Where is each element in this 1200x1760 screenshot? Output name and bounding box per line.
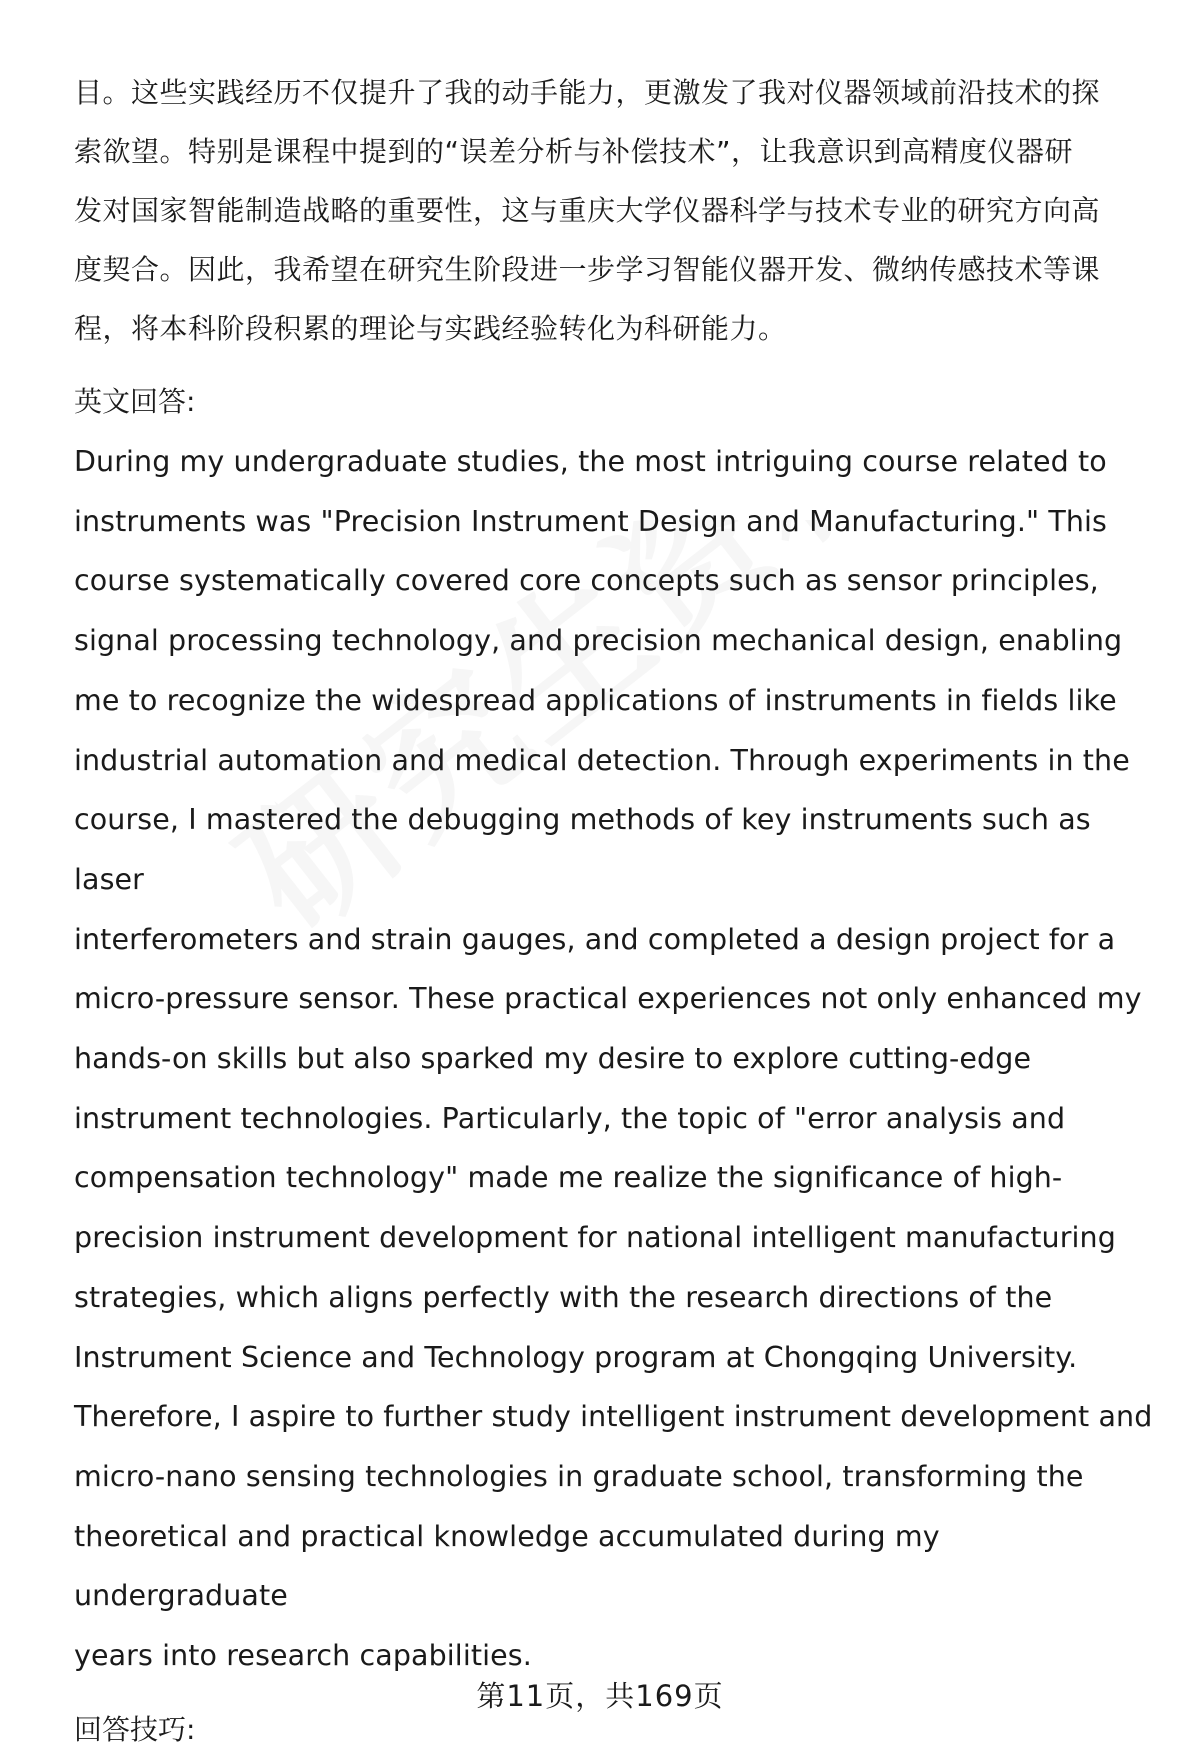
- english-answer-line: hands-on skills but also sparked my desire to explore cutting-edge: [74, 1042, 1032, 1076]
- chinese-answer-line: 发对国家智能制造战略的重要性，这与重庆大学仪器科学与技术专业的研究方向高: [74, 194, 1101, 227]
- chinese-answer-line: 度契合。因此，我希望在研究生阶段进一步学习智能仪器开发、微纳传感技术等课: [74, 253, 1101, 286]
- document-page: [74, 63, 1154, 1760]
- answer-tips-heading: 回答技巧:: [74, 1712, 196, 1746]
- english-answer-line: industrial automation and medical detection. Through experiments in the: [74, 743, 1130, 777]
- english-answer-line: compensation technology" made me realize the significance of high-: [74, 1161, 1063, 1195]
- english-answer-paragraph: [74, 432, 1154, 1686]
- english-answer-line: years into research capabilities.: [74, 1639, 532, 1673]
- english-answer-line: instruments was "Precision Instrument Design and Manufacturing." This: [74, 504, 1107, 538]
- chinese-answer-line: 程，将本科阶段积累的理论与实践经验转化为科研能力。: [74, 312, 787, 345]
- english-answer-heading: 英文回答:: [74, 385, 196, 418]
- english-answer-line: instrument technologies. Particularly, the topic of "error analysis and: [74, 1101, 1066, 1135]
- english-answer-line: course systematically covered core concepts such as sensor principles,: [74, 564, 1099, 598]
- english-answer-line: During my undergraduate studies, the most intriguing course related to: [74, 445, 1107, 478]
- english-answer-line: course, I mastered the debugging methods of key instruments such as laser: [74, 803, 1091, 896]
- english-answer-line: signal processing technology, and precision mechanical design, enabling: [74, 624, 1123, 658]
- english-answer-line: micro-pressure sensor. These practical experiences not only enhanced my: [74, 982, 1142, 1016]
- page-number-footer: 第11页，共169页: [476, 1679, 724, 1713]
- english-answer-line: micro-nano sensing technologies in graduate school, transforming the: [74, 1459, 1084, 1493]
- chinese-answer-line: 目。这些实践经历不仅提升了我的动手能力，更激发了我对仪器领域前沿技术的探: [74, 76, 1101, 109]
- english-answer-line: interferometers and strain gauges, and completed a design project for a: [74, 922, 1116, 956]
- english-answer-line: Instrument Science and Technology program at Chongqing University.: [74, 1340, 1078, 1374]
- chinese-answer-paragraph: [74, 63, 1154, 358]
- chinese-answer-line: 索欲望。特别是课程中提到的“误差分析与补偿技术”，让我意识到高精度仪器研: [74, 135, 1074, 168]
- english-answer-line: Therefore, I aspire to further study intelligent instrument development and: [74, 1400, 1153, 1434]
- english-answer-line: theoretical and practical knowledge accumulated during my undergraduate: [74, 1519, 940, 1613]
- english-answer-line: strategies, which aligns perfectly with the research directions of the: [74, 1280, 1053, 1314]
- english-answer-line: me to recognize the widespread applications of instruments in fields like: [74, 683, 1117, 717]
- english-answer-line: precision instrument development for national intelligent manufacturing: [74, 1221, 1116, 1255]
